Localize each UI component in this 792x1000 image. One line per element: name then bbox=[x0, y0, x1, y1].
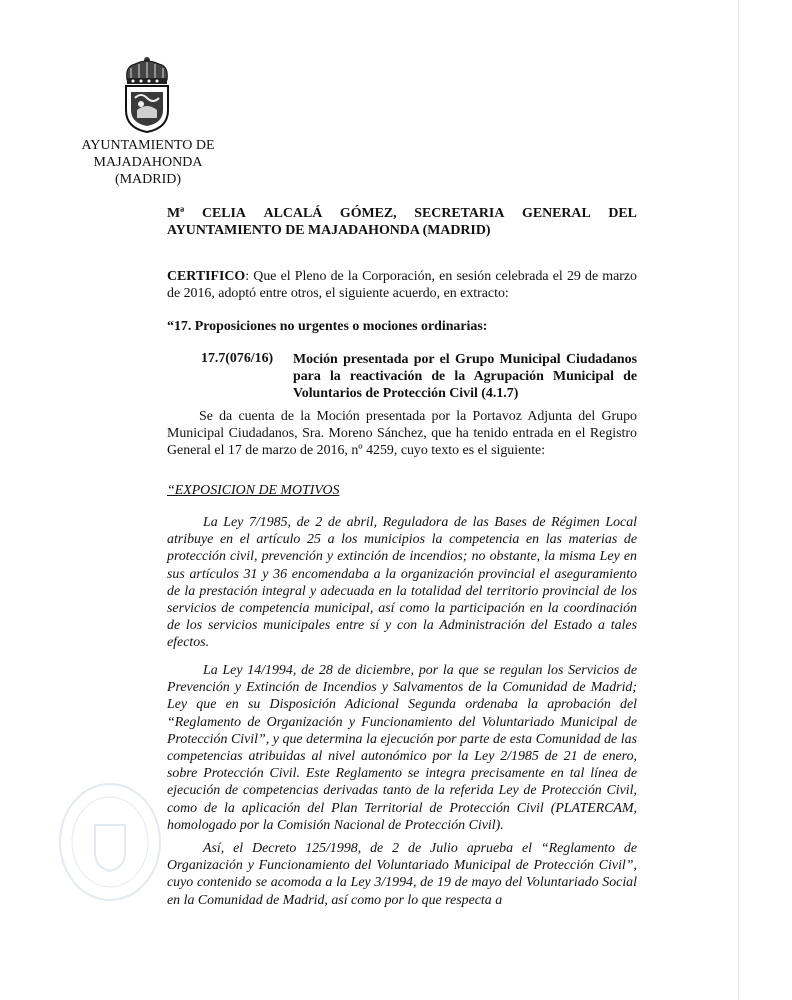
title-word: ALCALÁ bbox=[263, 206, 323, 221]
title-word: GENERAL bbox=[522, 206, 591, 221]
certifico-label: CERTIFICO bbox=[167, 269, 246, 284]
municipality-line: MAJADAHONDA bbox=[93, 155, 203, 170]
title-word: GÓMEZ, bbox=[339, 206, 397, 221]
municipality-name bbox=[74, 137, 222, 188]
page-edge bbox=[738, 0, 739, 1000]
title-line-1 bbox=[167, 205, 637, 222]
municipality-line: AYUNTAMIENTO DE bbox=[81, 138, 215, 153]
agenda-item-heading: “17. Proposiciones no urgentes o mociones ordinarias: bbox=[167, 319, 488, 334]
agenda-subitem-number: 17.7(076/16) bbox=[201, 351, 274, 366]
title-line-2: AYUNTAMIENTO DE MAJADAHONDA (MADRID) bbox=[167, 223, 491, 238]
certification-paragraph bbox=[167, 268, 637, 302]
body-paragraph: Así, el Decreto 125/1998, de 2 de Julio aprueba el “Reglamento de Organización y Funcionamiento del Voluntariado Municipal de Protección Civil”, cuyo contenido se acomoda a la Ley 3/1994, de 19 de mayo del Voluntariado Social en la Comunidad de Madrid, así como por lo que respecta a bbox=[167, 841, 637, 908]
certifico-text: : Que el Pleno de la Corporación, en sesión celebrada el 29 de marzo de 2016, adoptó entre otros, el siguiente acuerdo, en extracto: bbox=[167, 269, 637, 301]
title-word: CELIA bbox=[201, 206, 246, 221]
title-word: DEL bbox=[608, 206, 637, 221]
body-paragraph: La Ley 14/1994, de 28 de diciembre, por la que se regulan los Servicios de Prevención y Extinción de Incendios y Salvamentos de la Comunidad de Madrid; Ley que en su Disposición Adicional Segunda ordenaba la aprobación del “Reglamento de Organización y Funcionamiento del Voluntariado Municipal de Protección Civil”, y que determina la ejecución por parte de esta Comunidad de las competencias atribuidas al nivel autonómico por la Ley 2/1985 de 21 de enero, sobre Protección Civil. Este Reglamento se integra precisamente en tal línea de ejecución de competencias derivadas tanto de la referida Ley de Protección Civil, como de la aplicación del Plan Territorial de Protección Civil (PLATERCAM, homologado por la Comisión Nacional de Protección Civil). bbox=[167, 663, 637, 833]
coat-of-arms-icon bbox=[119, 54, 175, 134]
municipality-line: (MADRID) bbox=[114, 172, 182, 187]
intro-paragraph: Se da cuenta de la Moción presentada por la Portavoz Adjunta del Grupo Municipal Ciudadanos, Sra. Moreno Sánchez, que ha tenido entrada en el Registro General el 17 de marzo de 2016, nº 4259, cuyo texto es el siguiente: bbox=[167, 409, 637, 458]
section-title: “EXPOSICION DE MOTIVOS bbox=[167, 483, 340, 498]
document-title bbox=[167, 205, 637, 239]
body-paragraph: La Ley 7/1985, de 2 de abril, Reguladora de las Bases de Régimen Local atribuye en el artículo 25 a los municipios la competencia en las materias de protección civil, prevención y extinción de incendios; no obstante, la misma Ley en sus artículos 31 y 36 encomendaba a la organización provincial el aseguramiento de la prestación integral y adecuada en la totalidad del territorio provincial de los servicios de competencia municipal, así como la participación en la coordinación de los servicios municipales entre sí y con la Administración del Estado a tales efectos. bbox=[167, 515, 637, 651]
title-word: SECRETARIA bbox=[414, 206, 505, 221]
agenda-subitem-title: Moción presentada por el Grupo Municipal Ciudadanos para la reactivación de la Agrupación Municipal de Voluntarios de Protección Civil (4.1.7) bbox=[293, 352, 637, 401]
stamp-watermark-icon bbox=[55, 780, 165, 905]
title-word: Mª bbox=[167, 206, 185, 221]
